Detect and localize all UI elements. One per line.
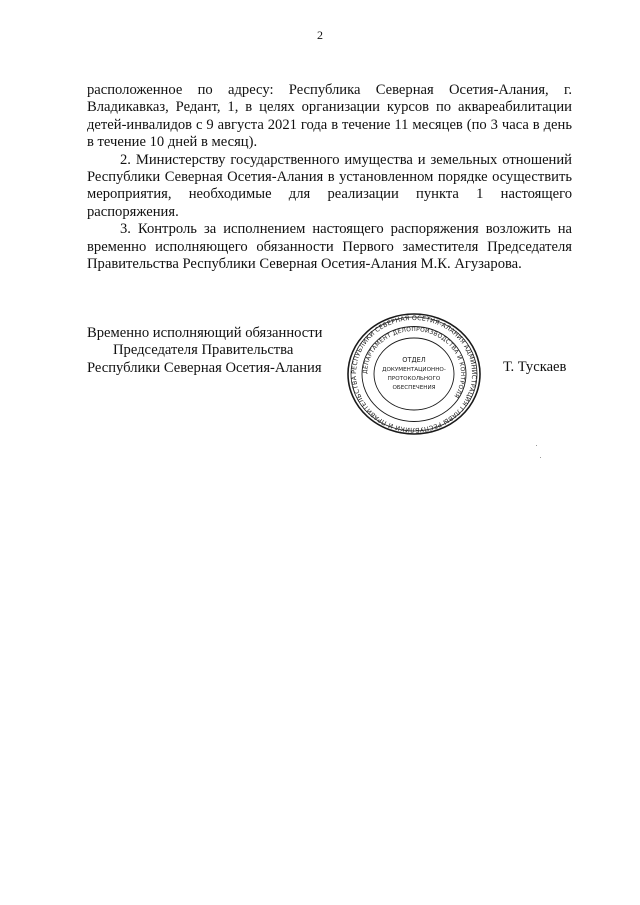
- scan-speck: [540, 457, 541, 458]
- paragraph-1: расположенное по адресу: Республика Северная Осетия-Алания, г. Владикавказ, Редант, 1, в целях организации курсов по аквареабилитации детей-инвалидов с 9 августа 2021 года в течение 11 месяцев (по 3 часа в день в течение 10 дней в месяц).: [87, 82, 572, 151]
- stamp-center-line-2: ДОКУМЕНТАЦИОННО-: [382, 367, 446, 373]
- paragraph-2: 2. Министерству государственного имущества и земельных отношений Республики Северная Осетия-Алания в установленном порядке осуществить мероприятия, необходимые для реализации пункта 1 настоящего распоряжения.: [87, 151, 572, 220]
- signature-title-line-3: Республики Северная Осетия-Алания: [87, 359, 322, 376]
- document-body: [87, 82, 572, 273]
- signature-title-block: [87, 325, 347, 377]
- signer-name: Т. Тускаев: [503, 359, 567, 375]
- page-number: 2: [317, 28, 323, 42]
- scan-speck: [536, 445, 537, 446]
- stamp-outer-ring-text: РЕСПУБЛИКИ СЕВЕРНАЯ ОСЕТИЯ-АЛАНИЯ АДМИНИСТРАЦИЯ ГЛАВЫ РЕСПУБЛИКИ И ПРАВИТЕЛЬСТВА: [350, 314, 478, 434]
- official-stamp: [345, 312, 483, 436]
- paragraph-3: 3. Контроль за исполнением настоящего распоряжения возложить на временно исполняющего обязанности Первого заместителя Председателя Правительства Республики Северная Осетия-Алания М.К. Агузарова.: [87, 221, 572, 273]
- stamp-center-line-4: ОБЕСПЕЧЕНИЯ: [392, 385, 436, 391]
- signature-title-line-2: Председателя Правительства: [113, 342, 294, 359]
- stamp-center-line-1: ОТДЕЛ: [402, 356, 426, 364]
- stamp-inner-ring-text: ДЕПАРТАМЕНТ ДЕЛОПРОИЗВОДСТВА И КОНТРОЛЯ: [362, 326, 466, 399]
- signature-title-line-1: Временно исполняющий обязанности: [87, 325, 323, 341]
- stamp-center-line-3: ПРОТОКОЛЬНОГО: [387, 376, 441, 382]
